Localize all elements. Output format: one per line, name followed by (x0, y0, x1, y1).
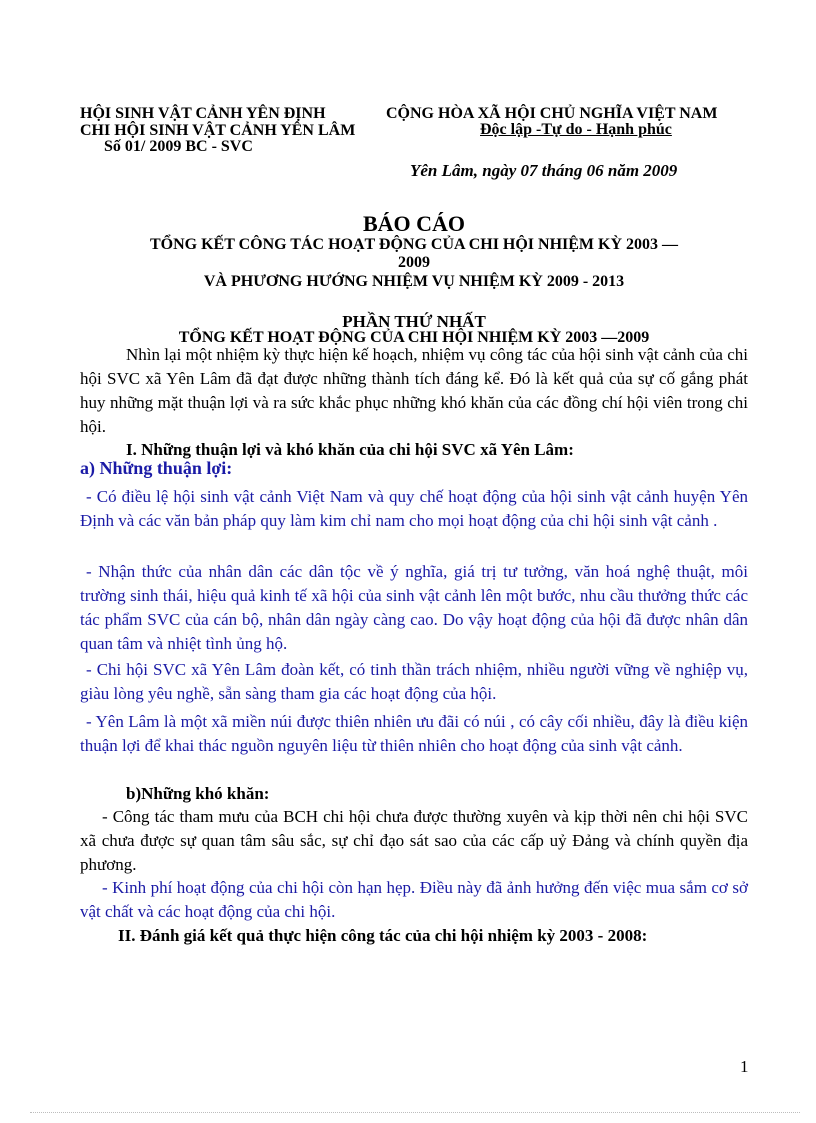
national-title: CỘNG HÒA XÃ HỘI CHỦ NGHĨA VIỆT NAM (386, 105, 718, 122)
section-1b-heading: b)Những khó khăn: (126, 784, 270, 803)
section-1-heading: I. Những thuận lợi và khó khăn của chi hội SVC xã Yên Lâm: (126, 440, 574, 459)
advantage-item-1: - Có điều lệ hội sinh vật cảnh Việt Nam và quy chế hoạt động của hội sinh vật cảnh huyện Yên Định và các văn bản pháp quy làm kim chỉ nam cho mọi hoạt động của chi hội sinh vật cảnh . (80, 487, 748, 530)
advantage-item-4: - Yên Lâm là một xã miền núi được thiên nhiên ưu đãi có núi , có cây cối nhiều, đây là điều kiện thuận lợi để khai thác nguồn nguyên liệu từ thiên nhiên cho hoạt động của sinh vật cảnh. (80, 712, 748, 755)
document-date: Yên Lâm, ngày 07 tháng 06 năm 2009 (410, 161, 678, 180)
page-bottom-divider (30, 1112, 800, 1113)
document-number: Số 01/ 2009 BC - SVC (104, 138, 253, 155)
section-1a-heading: a) Những thuận lợi: (80, 458, 233, 478)
advantage-item-3: - Chi hội SVC xã Yên Lâm đoàn kết, có tinh thần trách nhiệm, nhiều người vững về nghiệp vụ, giàu lòng yêu nghề, sẵn sàng tham gia các hoạt động của hội. (80, 660, 748, 703)
report-subtitle-line1: TỔNG KẾT CÔNG TÁC HOẠT ĐỘNG CỦA CHI HỘI NHIỆM KỲ 2003 — (149, 236, 679, 253)
part-heading: PHẦN THỨ NHẤT (342, 312, 486, 331)
org-name-line1: HỘI SINH VẬT CẢNH YÊN ĐỊNH (80, 105, 326, 122)
report-subtitle-line2: VÀ PHƯƠNG HƯỚNG NHIỆM VỤ NHIỆM KỲ 2009 - 2013 (203, 273, 625, 290)
advantage-item-2: - Nhận thức của nhân dân các dân tộc về ý nghĩa, giá trị tư tưởng, văn hoá nghệ thuật, môi trường sinh thái, hiệu quả kinh tế xã hội của sinh vật cảnh lên một bước, nhu cầu thưởng thức các tác phẩm SVC của cán bộ, nhân dân ngày càng cao. Do vậy hoạt động của hội đã được nhân dân quan tâm và nhiệt tình ủng hộ. (80, 562, 748, 653)
difficulty-item-2: - Kinh phí hoạt động của chi hội còn hạn hẹp. Điều này đã ảnh hưởng đến việc mua sắm cơ sở vật chất và các hoạt động của chi hội. (80, 878, 748, 921)
difficulty-item-1: - Công tác tham mưu của BCH chi hội chưa được thường xuyên và kịp thời nên chi hội SVC xã chưa được sự quan tâm sâu sắc, sự chỉ đạo sát sao của các cấp uỷ Đảng và chính quyền địa phương. (80, 807, 748, 874)
section-2-heading: II. Đánh giá kết quả thực hiện công tác của chi hội nhiệm kỳ 2003 - 2008: (118, 926, 648, 945)
org-name-line2: CHI HỘI SINH VẬT CẢNH YÊN LÂM (80, 122, 356, 139)
page-number: 1 (740, 1057, 749, 1076)
report-title: BÁO CÁO (362, 211, 466, 236)
part-subheading: TỔNG KẾT HOẠT ĐỘNG CỦA CHI HỘI NHIỆM KỲ 2003 —2009 (178, 329, 650, 346)
intro-paragraph: Nhìn lại một nhiệm kỳ thực hiện kế hoạch, nhiệm vụ công tác của hội sinh vật cảnh của chi hội SVC xã Yên Lâm đã đạt được những thành tích đáng kể. Đó là kết quả của sự cố gắng phát huy những mặt thuận lợi và ra sức khắc phục những khó khăn của các đồng chí hội viên trong chi hội. (80, 345, 748, 436)
national-motto: Độc lập -Tự do - Hạnh phúc (480, 121, 672, 138)
report-subtitle-line1b: 2009 (398, 254, 430, 271)
